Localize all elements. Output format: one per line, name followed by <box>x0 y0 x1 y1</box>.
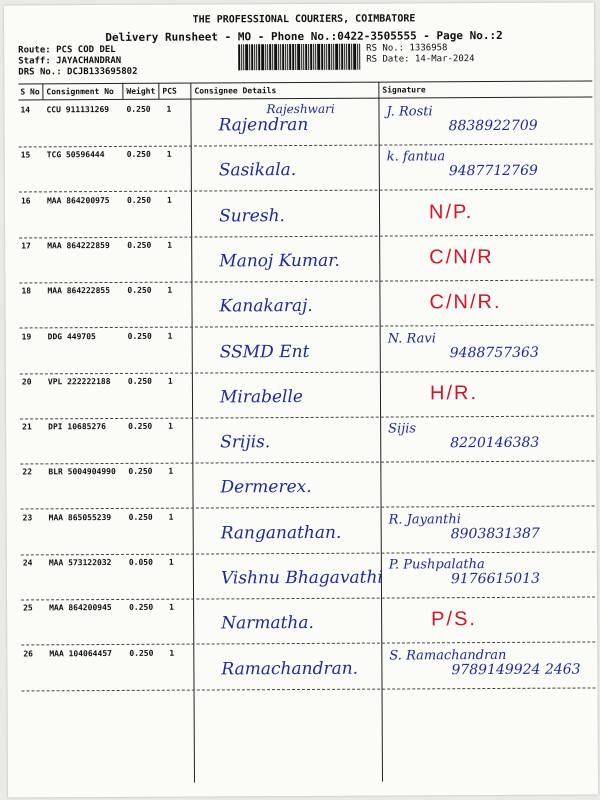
barcode-bar <box>249 44 250 70</box>
consignment-number: MAA 864200945 <box>49 603 112 613</box>
signature-handwritten: N. Ravi <box>387 330 436 347</box>
consignee-name-handwritten: Narmatha. <box>221 613 314 634</box>
table-row <box>19 190 593 238</box>
barcode-bar <box>245 44 248 70</box>
serial-number: 24 <box>22 558 33 568</box>
delivery-status-mark: H/R. <box>429 381 479 405</box>
barcode-bar <box>261 44 264 70</box>
serial-number: 25 <box>23 603 33 613</box>
pieces-count: 1 <box>166 104 172 114</box>
consignee-name-handwritten: Suresh. <box>218 205 285 227</box>
consignment-number: MAA 573122032 <box>48 557 112 568</box>
phone-number-handwritten: 9176615013 <box>450 570 541 588</box>
pieces-count: 1 <box>167 240 173 250</box>
phone-number-handwritten: 8903831387 <box>450 525 540 542</box>
barcode-bar <box>282 44 284 70</box>
barcode-bar <box>317 44 320 70</box>
table-row <box>21 507 595 555</box>
barcode-bar <box>328 44 330 70</box>
barcode-bar <box>326 44 327 70</box>
barcode-bar <box>348 44 350 70</box>
delivery-status-mark: C/N/R. <box>429 291 502 314</box>
table-row <box>19 145 593 193</box>
weight-value: 0.250 <box>127 285 152 296</box>
consignee-name-handwritten: Mirabelle <box>219 386 304 408</box>
col-header-weight: Weight <box>126 86 156 96</box>
barcode-bar <box>289 44 291 70</box>
barcode-bar <box>269 44 271 70</box>
serial-number: 19 <box>21 331 32 341</box>
barcode-bar <box>305 44 307 70</box>
weight-value: 0.250 <box>128 512 153 522</box>
consignee-name-handwritten: Rajendran <box>218 114 309 136</box>
weight-value: 0.250 <box>127 376 153 386</box>
weight-value: 0.250 <box>127 331 152 341</box>
table-row <box>18 99 592 147</box>
signature-handwritten: k. fantua <box>386 149 446 165</box>
barcode-bar <box>278 44 279 70</box>
pieces-count: 1 <box>168 467 174 477</box>
signature-handwritten: Sijis <box>388 421 417 437</box>
phone-number-handwritten: 9789149924 2463 <box>451 661 581 678</box>
pieces-count: 1 <box>168 421 173 431</box>
barcode-bar <box>357 44 358 70</box>
pieces-count: 1 <box>166 195 172 205</box>
consignee-name-handwritten: Manoj Kumar. <box>219 250 340 272</box>
pieces-count: 1 <box>169 602 174 612</box>
serial-number: 14 <box>20 105 31 115</box>
barcode-bar <box>335 44 338 70</box>
delivery-status-mark: C/N/R <box>429 245 494 269</box>
consignee-name-handwritten: Sasikala. <box>218 160 297 181</box>
barcode-bar <box>321 44 323 70</box>
pieces-count: 1 <box>168 557 174 567</box>
weight-value: 0.250 <box>126 195 152 205</box>
pieces-count: 1 <box>167 376 173 386</box>
barcode-bar <box>341 44 343 70</box>
barcode-bar <box>313 44 314 70</box>
barcode-bar <box>310 44 312 70</box>
serial-number: 16 <box>20 196 31 206</box>
col-divider <box>158 83 159 99</box>
phone-number-handwritten: 9487712769 <box>448 163 538 180</box>
consignee-name-handwritten: Ramachandran. <box>221 658 359 680</box>
weight-value: 0.250 <box>129 648 154 658</box>
phone-number-handwritten: 8220146383 <box>450 434 540 452</box>
barcode-bar <box>292 44 294 70</box>
barcode-bar <box>272 44 273 70</box>
barcode-bar <box>256 44 257 70</box>
phone-number-handwritten: 9488757363 <box>449 344 539 361</box>
pieces-count: 1 <box>168 512 174 522</box>
barcode-bar <box>241 44 242 70</box>
barcode-bar <box>297 44 300 70</box>
delivery-status-mark: P/S. <box>431 608 478 631</box>
row-separator <box>22 687 596 691</box>
consignment-number: DPI 10685276 <box>48 422 106 432</box>
barcode-bar <box>295 44 296 70</box>
consignment-number: VPL 222222188 <box>47 376 111 387</box>
serial-number: 15 <box>20 150 31 160</box>
weight-value: 0.250 <box>128 467 153 477</box>
signature-handwritten: R. Jayanthi <box>388 511 461 528</box>
barcode-bar <box>351 44 352 70</box>
weight-value: 0.250 <box>127 240 152 250</box>
barcode-bar <box>267 44 268 70</box>
staff-label: Staff: JAYACHANDRAN <box>18 55 122 67</box>
drs-label: DRS No.: DCJB133695802 <box>18 66 138 78</box>
table-row <box>19 235 593 283</box>
table-row <box>21 552 595 600</box>
consignee-name-handwritten: SSMD Ent <box>219 341 310 362</box>
barcode-bar <box>344 44 345 70</box>
consignment-number: TCG 50596444 <box>46 150 105 160</box>
col-header-consignment: Consignment No <box>46 86 114 97</box>
barcode-bar <box>333 44 334 70</box>
consignment-number: MAA 864222855 <box>47 286 111 296</box>
barcode-bar <box>251 44 253 70</box>
consignment-number: MAA 104064457 <box>49 648 112 658</box>
barcode-bar <box>254 44 255 70</box>
serial-number: 20 <box>21 377 32 387</box>
barcode-bar <box>353 44 356 70</box>
barcode-bar <box>243 44 244 70</box>
pieces-count: 1 <box>167 331 173 341</box>
barcode-bar <box>324 44 325 70</box>
col-divider <box>122 83 123 99</box>
consignment-number: DDG 449705 <box>47 331 96 341</box>
barcode-bar <box>258 44 260 70</box>
barcode-bar <box>274 44 277 70</box>
barcode <box>238 44 366 71</box>
serial-number: 22 <box>22 467 33 477</box>
route-label: Route: PCS COD DEL <box>18 44 116 56</box>
consignee-name-handwritten: Kanakaraj. <box>219 296 313 317</box>
consignee-name-handwritten: Ranganathan. <box>220 522 342 544</box>
weight-value: 0.250 <box>128 421 153 431</box>
signature-handwritten: S. Ramachandran <box>389 647 507 664</box>
phone-number-handwritten: 8838922709 <box>448 117 538 135</box>
serial-number: 26 <box>23 649 33 659</box>
consignment-number: MAA 864222859 <box>47 240 110 251</box>
weight-value: 0.250 <box>126 104 151 114</box>
signature-handwritten: J. Rosti <box>386 104 433 120</box>
barcode-bar <box>339 44 340 70</box>
barcode-bar <box>331 44 332 70</box>
rs-date: RS Date: 14-Mar-2024 <box>366 54 475 65</box>
table-row <box>20 417 594 465</box>
consignment-number: MAA 864200975 <box>46 195 110 205</box>
runsheet-paper <box>4 2 598 797</box>
weight-value: 0.250 <box>126 150 151 160</box>
company-title: THE PROFESSIONAL COURIERS, COIMBATORE <box>192 13 416 26</box>
col-header-consignee: Consignee Details <box>194 86 277 96</box>
consignee-note-handwritten: Rajeshwari <box>266 101 335 117</box>
signature-handwritten: P. Pushpalatha <box>388 557 485 573</box>
barcode-bar <box>301 44 302 70</box>
col-divider <box>42 83 43 99</box>
runsheet-subtitle: Delivery Runsheet - MO - Phone No.:0422-3505555 - Page No.:2 <box>105 28 503 45</box>
barcode-bar <box>346 44 347 70</box>
barcode-bar <box>315 44 316 70</box>
table-row <box>20 462 594 510</box>
consignee-name-handwritten: Vishnu Bhagavathi <box>220 567 383 589</box>
barcode-bar <box>359 44 360 70</box>
consignment-number: CCU 911131269 <box>46 105 110 115</box>
pieces-count: 1 <box>169 648 175 658</box>
serial-number: 18 <box>21 286 32 296</box>
barcode-bar <box>287 44 288 70</box>
barcode-bar <box>303 44 304 70</box>
consignee-name-handwritten: Srijis. <box>220 432 271 453</box>
serial-number: 21 <box>22 422 32 432</box>
col-header-sno: S No <box>20 87 40 97</box>
table-row <box>20 326 594 374</box>
barcode-bar <box>308 44 309 70</box>
table-row <box>21 598 595 646</box>
col-header-pcs: PCS <box>162 86 177 96</box>
barcode-bar <box>280 44 281 70</box>
weight-value: 0.050 <box>128 557 153 567</box>
consignment-number: BLR 5004904990 <box>48 467 116 477</box>
barcode-bar <box>265 44 266 70</box>
pieces-count: 1 <box>167 285 173 295</box>
table-row <box>19 281 593 329</box>
delivery-status-mark: N/P. <box>428 200 474 223</box>
weight-value: 0.250 <box>129 603 154 613</box>
consignee-name-handwritten: Dermerex. <box>220 477 312 498</box>
rs-number: RS No.: 1336958 <box>366 43 448 54</box>
table-top-border <box>18 80 592 84</box>
barcode-bar <box>238 44 240 70</box>
table-row <box>21 643 595 691</box>
col-header-signature: Signature <box>382 85 426 95</box>
barcode-bar <box>285 44 286 70</box>
table-row <box>20 371 594 419</box>
pieces-count: 1 <box>166 149 172 159</box>
serial-number: 23 <box>22 513 33 523</box>
consignment-number: MAA 865055239 <box>48 512 112 523</box>
serial-number: 17 <box>21 241 31 251</box>
